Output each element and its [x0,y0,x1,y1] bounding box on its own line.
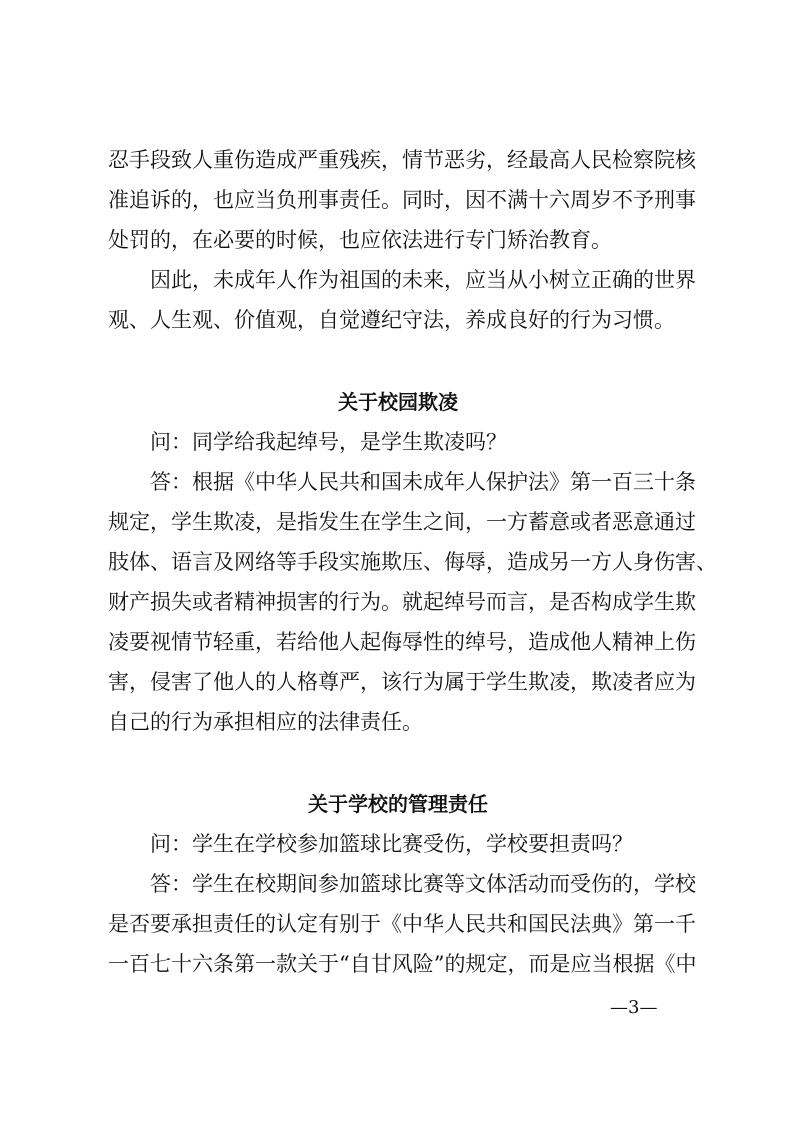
answer-line: 凌要视情节轻重，若给他人起侮辱性的绰号，造成他人精神上伤 [108,630,696,654]
answer-line: 自己的行为承担相应的法律责任。 [108,710,423,734]
paragraph-line: 因此，未成年人作为祖国的未来，应当从小树立正确的世界 [150,268,696,292]
answer-line: 答：根据《中华人民共和国未成年人保护法》第一百三十条 [150,470,696,494]
answer-line: 财产损失或者精神损害的行为。就起绰号而言，是否构成学生欺 [108,590,696,614]
answer-line: 答：学生在校期间参加篮球比赛等文体活动而受伤的，学校 [150,872,696,896]
page-number: —3— [610,997,658,1018]
paragraph-line: 忍手段致人重伤造成严重残疾，情节恶劣，经最高人民检察院核 [108,148,696,172]
paragraph-line: 观、人生观、价值观，自觉遵纪守法，养成良好的行为习惯。 [108,308,675,332]
question-line: 问：同学给我起绰号，是学生欺凌吗？ [150,430,507,454]
answer-line: 规定，学生欺凌，是指发生在学生之间，一方蓄意或者恶意通过 [108,510,696,534]
answer-line: 害，侵害了他人的人格尊严，该行为属于学生欺凌，欺凌者应为 [108,670,696,694]
section-heading-bullying: 关于校园欺凌 [338,390,458,414]
question-line: 问：学生在学校参加篮球比赛受伤，学校要担责吗？ [150,832,633,856]
answer-line: 肢体、语言及网络等手段实施欺压、侮辱，造成另一方人身伤害、 [108,550,717,574]
paragraph-line: 准追诉的，也应当负刑事责任。同时，因不满十六周岁不予刑事 [108,188,696,212]
paragraph-line: 处罚的，在必要的时候，也应依法进行专门矫治教育。 [108,228,612,252]
answer-line: 一百七十六条第一款关于“自甘风险”的规定，而是应当根据《中 [108,952,697,976]
answer-line: 是否要承担责任的认定有别于《中华人民共和国民法典》第一千 [108,912,696,936]
section-heading-school-responsibility: 关于学校的管理责任 [308,792,488,816]
